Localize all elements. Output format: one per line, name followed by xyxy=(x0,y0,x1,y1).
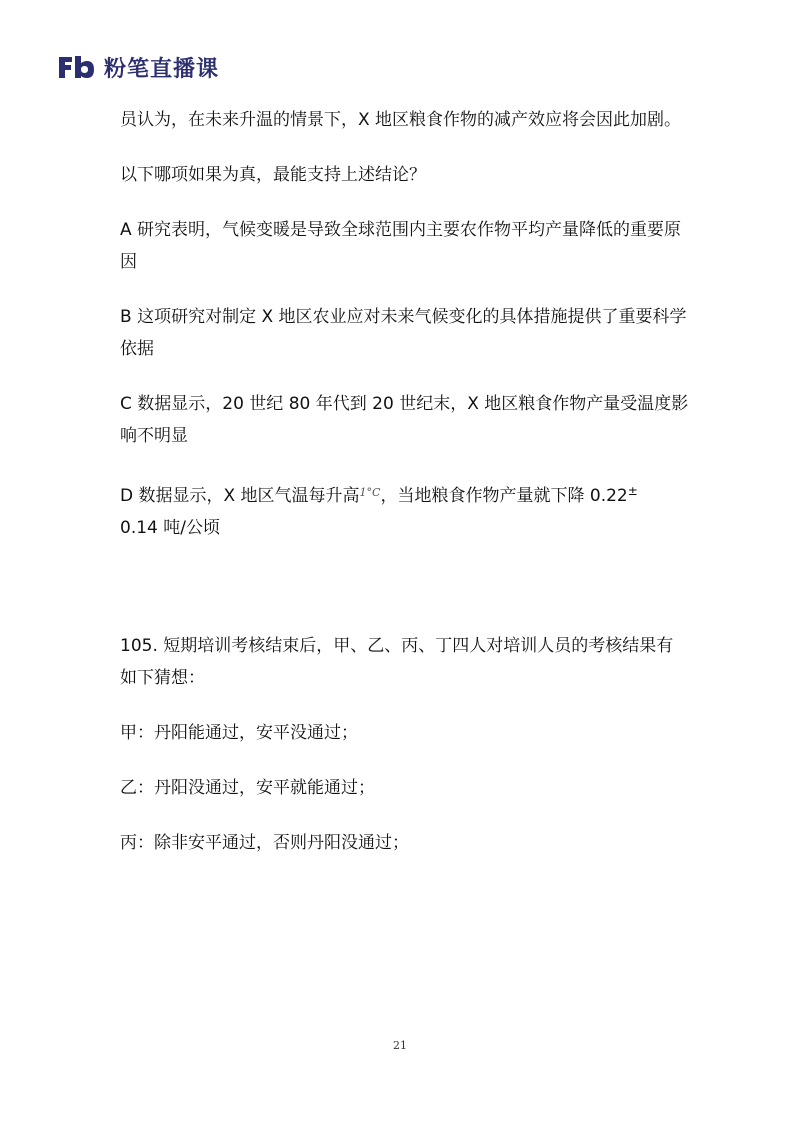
option-d xyxy=(120,475,690,544)
question-105: 105. 短期培训考核结束后，甲、乙、丙、丁四人对培训人员的考核结果有如下猜想： xyxy=(120,636,674,688)
question-prompt: 以下哪项如果为真，最能支持上述结论？ xyxy=(120,165,426,185)
fb-logo-icon xyxy=(56,53,96,81)
option-d-text-3: 0.14 吨/公顷 xyxy=(120,518,220,538)
option-b: B 这项研究对制定 X 地区农业应对未来气候变化的具体措施提供了重要科学依据 xyxy=(120,307,687,359)
document-body xyxy=(120,104,690,859)
guess-bing: 丙：除非安平通过，否则丹阳没通过； xyxy=(120,833,409,853)
plus-minus-sign: ± xyxy=(627,484,638,498)
option-d-text-1: D 数据显示，X 地区气温每升高 xyxy=(120,486,360,506)
temperature-value: 1°C xyxy=(359,486,381,499)
option-d-text-2: ，当地粮食作物产量就下降 0.22 xyxy=(380,486,628,506)
guess-yi: 乙：丹阳没通过，安平就能通过； xyxy=(120,778,375,798)
paragraph-continuation: 员认为，在未来升温的情景下，X 地区粮食作物的减产效应将会因此加剧。 xyxy=(120,110,682,130)
brand-name: 粉笔直播课 xyxy=(104,56,220,82)
option-c: C 数据显示，20 世纪 80 年代到 20 世纪末，X 地区粮食作物产量受温度影响不明显 xyxy=(120,394,689,446)
guess-jia: 甲：丹阳能通过，安平没通过； xyxy=(120,723,358,743)
page-number: 21 xyxy=(393,1039,407,1052)
option-a: A 研究表明，气候变暖是导致全球范围内主要农作物平均产量降低的重要原因 xyxy=(120,220,682,272)
header xyxy=(56,50,219,84)
